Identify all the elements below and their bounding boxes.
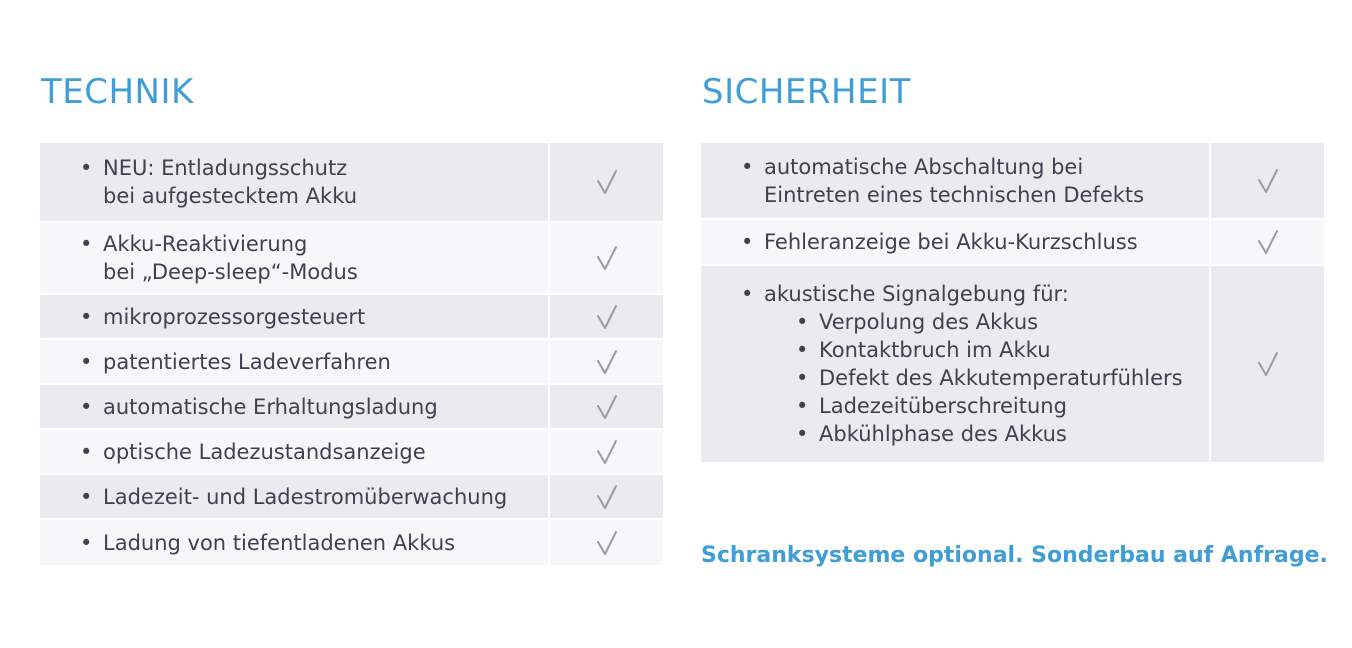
check-cell (550, 223, 663, 293)
table-row (701, 266, 1324, 462)
table-row (40, 520, 663, 565)
feature-item (80, 348, 548, 376)
check-icon (596, 530, 618, 556)
feature-text: • Fehleranzeige bei Akku-Kurzschluss (764, 230, 1138, 254)
feature-text: Eintreten eines technischen Defekts (764, 182, 1145, 207)
table-row (701, 220, 1324, 264)
footer-note: Schranksysteme optional. Sonderbau auf Anfrage. (701, 543, 1328, 568)
sub-item: • Abkühlphase des Akkus (741, 420, 1209, 448)
check-icon (596, 304, 618, 330)
check-icon (596, 169, 618, 195)
check-cell (550, 385, 663, 428)
check-cell (550, 430, 663, 473)
sicherheit-table (701, 143, 1324, 464)
feature-cell (40, 143, 548, 221)
feature-item (80, 529, 548, 557)
feature-item (80, 438, 548, 466)
feature-item (80, 393, 548, 421)
feature-text: • Ladezeit- und Ladestromüberwachung (103, 484, 508, 509)
sub-item: • Defekt des Akkutemperaturfühlers (741, 364, 1209, 392)
feature-text: • Akku-Reaktivierung (103, 232, 308, 256)
check-cell (1211, 266, 1324, 462)
table-row (40, 430, 663, 473)
feature-text: • patentiertes Ladeverfahren (103, 349, 391, 374)
feature-cell (40, 385, 548, 428)
table-row (40, 475, 663, 518)
table-row (40, 295, 663, 338)
feature-item (741, 280, 1209, 308)
sub-item: • Kontaktbruch im Akku (741, 336, 1209, 364)
table-row (40, 143, 663, 221)
check-cell (550, 295, 663, 338)
feature-text: bei „Deep-sleep“-Modus (103, 260, 358, 284)
sicherheit-heading: SICHERHEIT (702, 72, 911, 112)
feature-cell (701, 220, 1209, 264)
feature-text: • Ladung von tiefentladenen Akkus (103, 530, 456, 555)
sub-item: • Verpolung des Akkus (741, 308, 1209, 336)
feature-item (80, 154, 548, 210)
technik-table (40, 143, 663, 567)
feature-item (80, 230, 548, 286)
feature-cell (40, 475, 548, 518)
check-icon (596, 394, 618, 420)
table-row (701, 143, 1324, 218)
feature-text: • akustische Signalgebung für: (764, 282, 1069, 306)
feature-text: • NEU: Entladungsschutz (103, 156, 348, 180)
check-cell (1211, 220, 1324, 264)
check-icon (1257, 351, 1279, 377)
feature-text: • optische Ladezustandsanzeige (103, 439, 426, 464)
check-icon (1257, 168, 1279, 194)
check-cell (550, 520, 663, 565)
feature-cell (701, 266, 1209, 462)
table-row (40, 223, 663, 293)
sub-item: • Ladezeitüberschreitung (741, 392, 1209, 420)
check-icon (596, 349, 618, 375)
check-cell (550, 143, 663, 221)
feature-cell (701, 143, 1209, 218)
check-icon (596, 245, 618, 271)
feature-text: • automatische Erhaltungsladung (103, 394, 438, 419)
feature-cell (40, 520, 548, 565)
check-cell (550, 340, 663, 383)
feature-cell (40, 223, 548, 293)
feature-item (80, 303, 548, 331)
feature-item (741, 153, 1209, 209)
feature-item (741, 228, 1209, 256)
table-row (40, 385, 663, 428)
feature-text: bei aufgestecktem Akku (103, 184, 358, 208)
feature-text: • automatische Abschaltung bei (764, 154, 1084, 179)
check-icon (1257, 229, 1279, 255)
check-cell (1211, 143, 1324, 218)
feature-text: • mikroprozessorgesteuert (103, 304, 366, 329)
feature-cell (40, 430, 548, 473)
technik-heading: TECHNIK (41, 72, 194, 112)
check-cell (550, 475, 663, 518)
table-row (40, 340, 663, 383)
check-icon (596, 439, 618, 465)
feature-cell (40, 295, 548, 338)
check-icon (596, 484, 618, 510)
feature-item (80, 483, 548, 511)
feature-cell (40, 340, 548, 383)
